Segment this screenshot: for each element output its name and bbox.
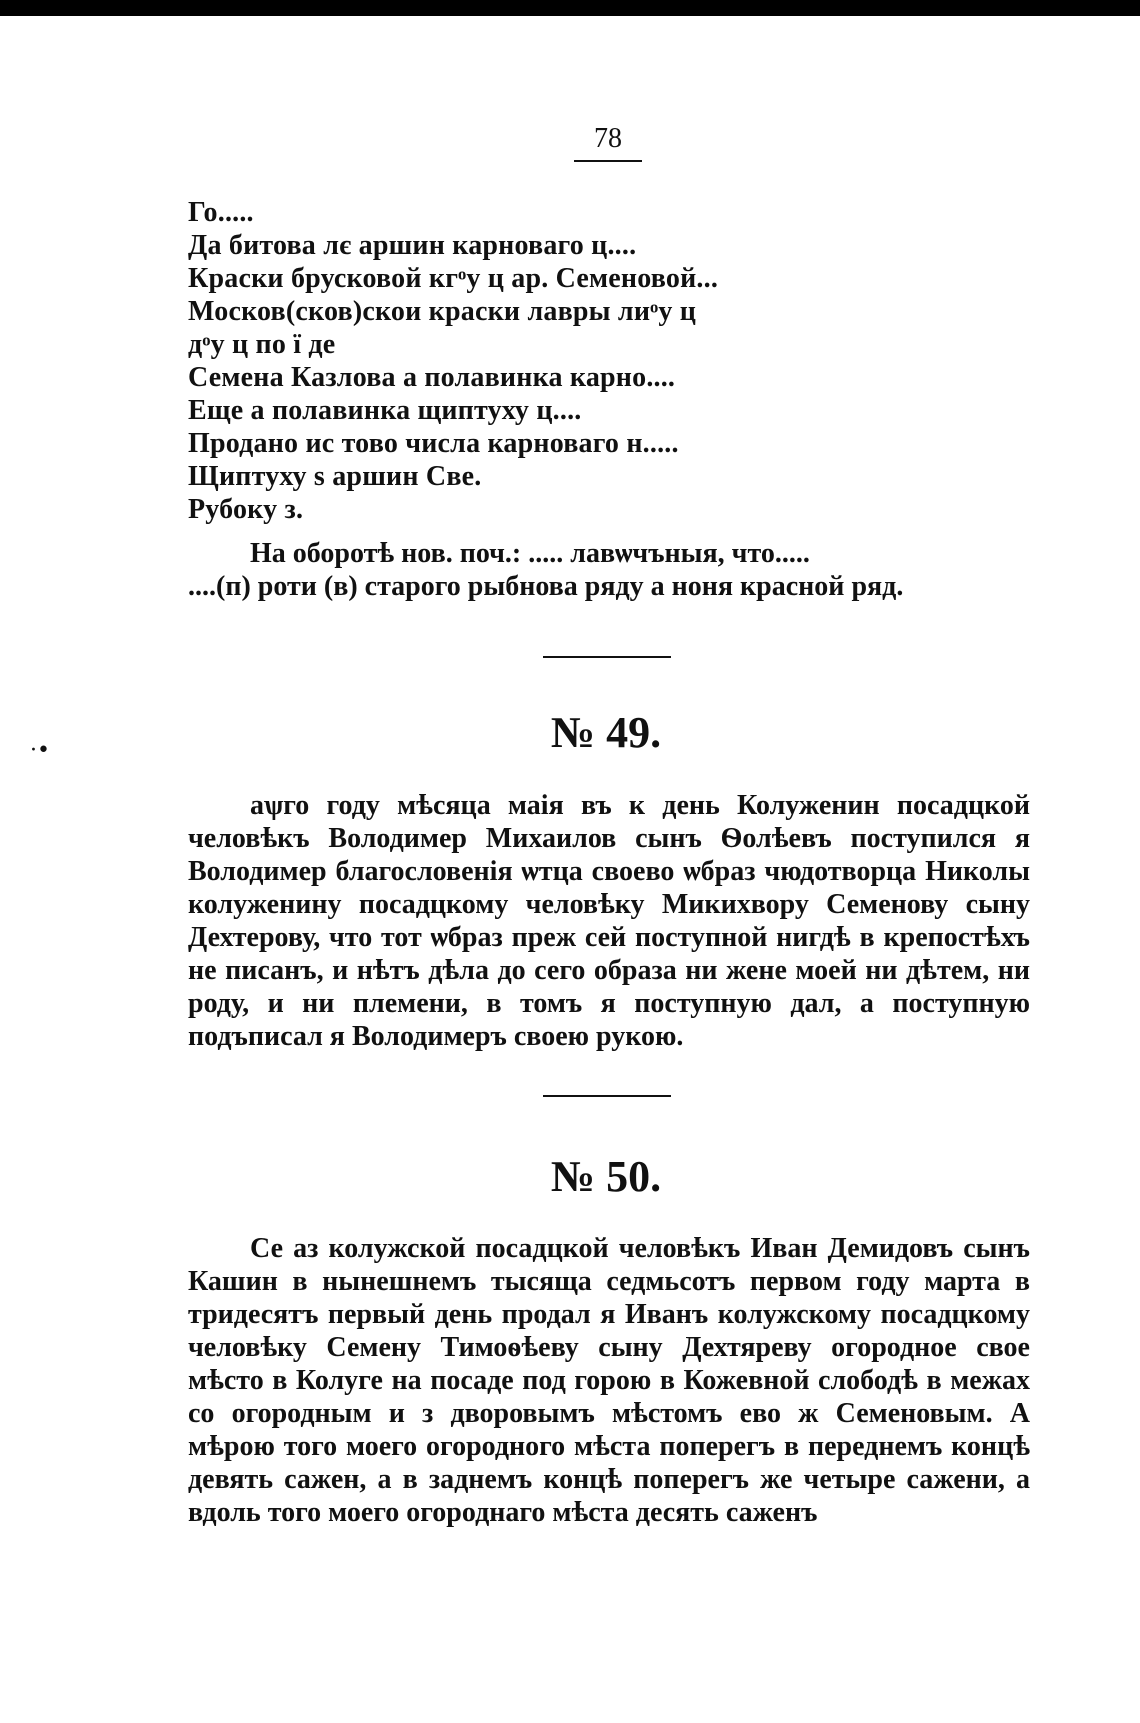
verso-line: ....(п) роти (в) старого рыбнова ряду а ноня красной ряд. [188, 571, 904, 602]
verso-note [188, 537, 1008, 603]
section-divider [543, 1095, 671, 1097]
list-line: Семена Казлова а полавинка карно.... [188, 362, 676, 393]
section-divider [543, 656, 671, 658]
scan-top-border [0, 0, 1140, 16]
list-line: Еще а полавинка щиптуху ц.... [188, 395, 582, 426]
list-line: Рубоку з. [188, 494, 304, 525]
document-body [188, 1232, 1030, 1529]
inventory-list [188, 196, 1008, 526]
document-heading: № 50. [550, 1152, 662, 1201]
verso-line: На оборотѣ нов. поч.: ..... лавѡчъныя, что..... [250, 538, 810, 569]
page-number: 78 [574, 122, 642, 162]
document-paragraph: аѱго году мѣсяца маія въ к день Колуженин посадцкой человѣкъ Володимер Михаилов сынъ Ѳолѣевъ поступился я Володимер благословенія ѡтца своево ѡбраз чюдотворца Николы колуженину посадцкому человѣку Микихвору Семенову сыну Дехтерову, что тот ѡбраз преж сей поступной нигдѣ в крепостѣхъ не писанъ, и нѣтъ дѣла до сего образа ни жене моей ни дѣтем, ни роду, и ни племени, в томъ я поступную дал, а поступную подъписал я Володимеръ своею рукою. [188, 790, 1030, 1052]
document-body [188, 789, 1030, 1053]
document-heading: № 49. [550, 708, 662, 757]
list-line: Го..... [188, 197, 254, 228]
document-paragraph: Се аз колужской посадцкой человѣкъ Иван Демидовъ сынъ Кашин в нынешнемъ тысяща седмьсотъ первом году марта в тридесятъ первый день продал я Иванъ колужскому посадцкому человѣку Семену Тимоѳѣеву сыну Дехтяреву огородное свое мѣсто в Колуге на посаде под горою в Кожевной слободѣ в межах со огородным и з дворовымъ мѣстомъ ево ж Семеновым. А мѣрою того моего огородного мѣста поперегъ в переднемъ концѣ девять сажен, а в заднемъ концѣ поперегъ же четыре сажени, а вдоль того моего огороднаго мѣста десять саженъ [188, 1233, 1030, 1528]
list-line: Краски брусковой кгᵒу ц ар. Семеновой... [188, 263, 719, 294]
list-line: дᵒу ц по ї де [188, 329, 336, 360]
list-line: Щиптуху ѕ аршин Све. [188, 461, 482, 492]
list-line: Продано ис тово числа карноваго н..... [188, 428, 679, 459]
list-line: Москов(сков)скои краски лавры лиᵒу ц [188, 296, 697, 327]
list-line: Да битова лє аршин карноваго ц.... [188, 230, 637, 261]
margin-specks: ·• [30, 738, 50, 763]
